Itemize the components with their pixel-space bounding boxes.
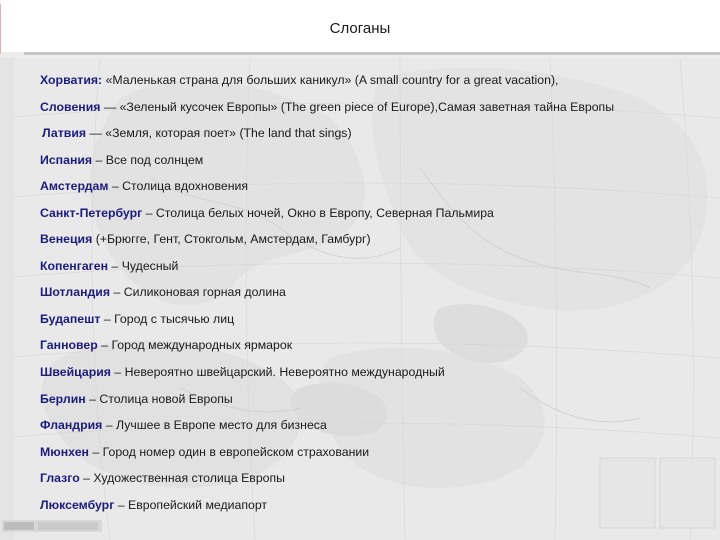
slogan-text: – Художественная столица Европы — [79, 471, 286, 486]
slogan-place: Словения — [40, 99, 101, 114]
slogan-item — [40, 470, 720, 497]
slogan-item — [40, 231, 720, 258]
slogan-text: — «Зеленый кусочек Европы» (The green piece of Europe),Самая заветная тайна Европы — [100, 99, 615, 114]
slogan-text: – Лучшее в Европе место для бизнеса — [102, 418, 327, 433]
slogan-text: – Город номер один в европейском страховании — [88, 444, 370, 459]
slogan-item — [40, 205, 720, 232]
slogan-item — [40, 284, 720, 311]
slogan-text: – Силиконовая горная долина — [110, 285, 286, 300]
slogan-item — [40, 444, 720, 471]
slogan-place: Шотландия — [40, 285, 111, 300]
slogan-item — [40, 417, 720, 444]
slogan-place: Люксембург — [40, 497, 115, 512]
slogan-text: — «Земля, которая поет» (The land that sings) — [86, 126, 352, 141]
slogan-item — [40, 497, 720, 524]
slogan-place: Глазго — [40, 471, 80, 486]
slogan-item — [40, 364, 720, 391]
slogan-place: Фландрия — [40, 418, 103, 433]
slogan-list — [40, 72, 720, 523]
slogan-text: – Чудесный — [108, 258, 179, 273]
slide-title: Слоганы — [329, 20, 391, 37]
slogan-place: Испания — [40, 152, 93, 167]
slogan-text: – Город международных ярмарок — [97, 338, 293, 353]
slogan-text: – Столица вдохновения — [108, 179, 249, 194]
slogan-place: Венеция — [40, 232, 93, 247]
slogan-place: Швейцария — [40, 365, 111, 380]
slogan-place: Будапешт — [40, 311, 101, 326]
slogan-text: – Город с тысячью лиц — [100, 311, 235, 326]
slide-header — [0, 0, 720, 52]
slogan-item — [40, 337, 720, 364]
slogan-item — [40, 178, 720, 205]
slogan-item — [40, 125, 720, 152]
slogan-place: Хорватия: — [40, 73, 103, 87]
slogan-text: – Все под солнцем — [92, 152, 204, 167]
slogan-text: – Столица белых ночей, Окно в Европу, Северная Пальмира — [142, 205, 494, 220]
slogan-place: Копенгаген — [40, 258, 109, 273]
slogan-text: «Маленькая страна для больших каникул» (A small country for a great vacation), — [102, 73, 559, 87]
slogan-item — [40, 99, 720, 126]
slogan-item — [40, 152, 720, 179]
slogan-text: – Невероятно швейцарский. Невероятно международный — [110, 365, 445, 380]
slogan-place: Ганновер — [40, 338, 98, 353]
slogan-text: – Столица новой Европы — [85, 391, 233, 406]
slogan-item — [40, 258, 720, 285]
slogan-place: Амстердам — [40, 179, 109, 194]
slogan-item — [40, 72, 720, 99]
slogan-text: (+Брюгге, Гент, Стокгольм, Амстердам, Гамбург) — [92, 232, 371, 247]
map-publisher-badge — [2, 520, 102, 532]
slogan-place: Латвия — [42, 126, 87, 141]
slogan-place: Берлин — [40, 391, 86, 406]
slogan-place: Санкт-Петербург — [40, 205, 143, 220]
header-divider — [24, 52, 720, 55]
slogan-place: Мюнхен — [40, 444, 89, 459]
slogan-item — [40, 391, 720, 418]
slogan-item — [40, 311, 720, 338]
slogan-text: – Европейский медиапорт — [114, 497, 268, 512]
